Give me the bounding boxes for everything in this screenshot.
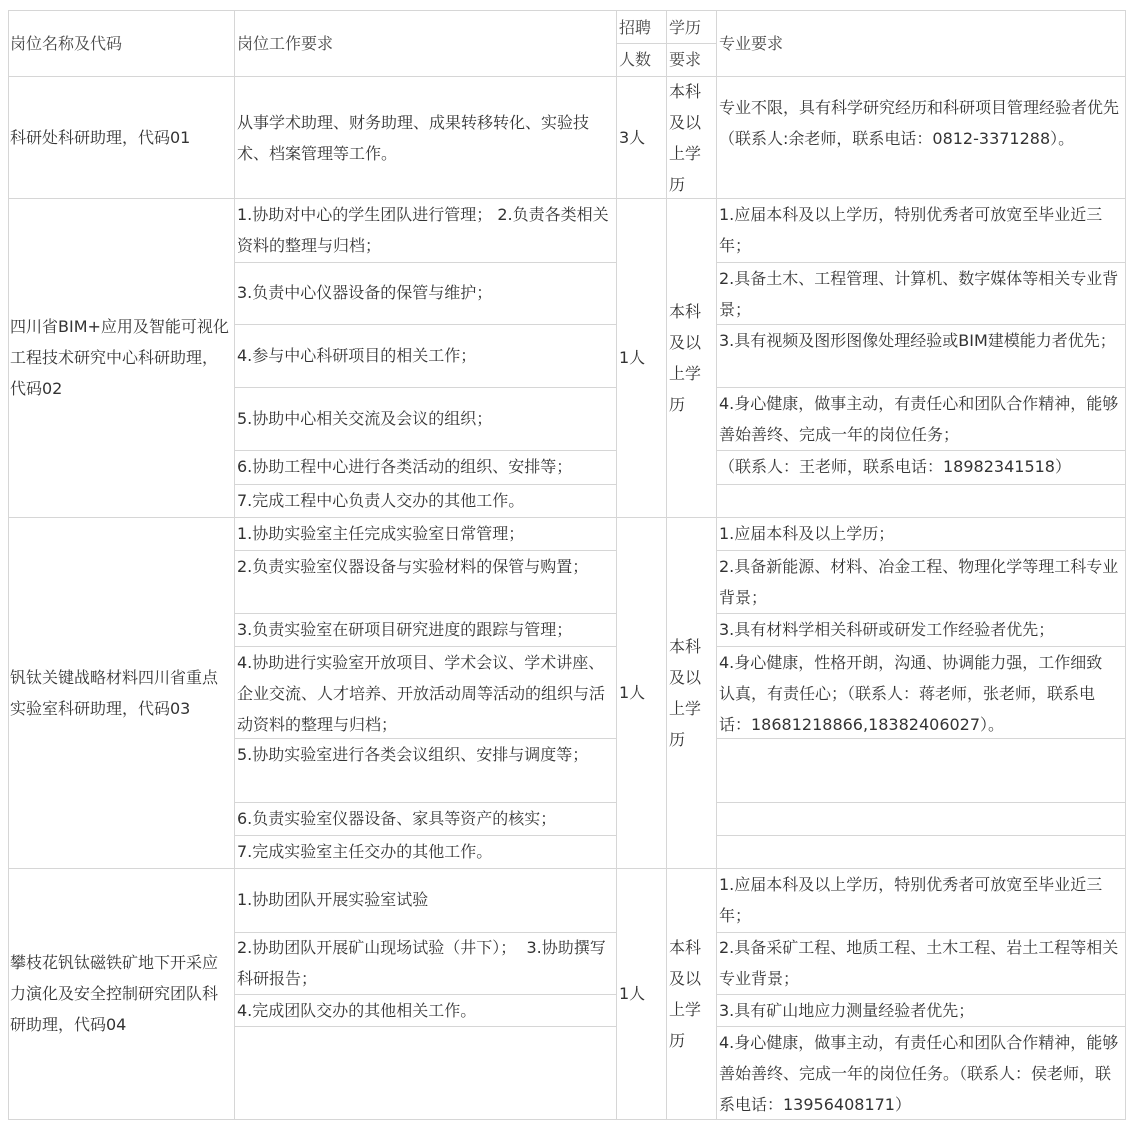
subrow-divider xyxy=(234,262,616,263)
subrow-divider xyxy=(234,1026,616,1027)
row4-education: 本科及以上学历 xyxy=(669,938,702,1050)
row2-duty-1: 1.协助对中心的学生团队进行管理； 2.负责各类相关资料的整理与归档； xyxy=(237,205,609,255)
row1-duty: 从事学术助理、财务助理、成果转移转化、实验技术、档案管理等工作。 xyxy=(237,113,590,163)
row2-requirement-5: （联系人：王老师，联系电话：18982341518） xyxy=(719,457,1071,476)
row3-requirement-3: 3.具有材料学相关科研或研发工作经验者优先； xyxy=(719,620,1055,639)
row1-position: 科研处科研助理，代码01 xyxy=(10,128,191,147)
row1-requirement: 专业不限，具有科学研究经历和科研项目管理经验者优先（联系人:余老师，联系电话：0812-3371288）。 xyxy=(719,98,1120,148)
col-divider xyxy=(716,10,717,1120)
row3-duty-3: 3.负责实验室在研项目研究进度的跟踪与管理； xyxy=(237,620,573,639)
header-education-line2: 要求 xyxy=(669,50,702,69)
row2-duty-2: 3.负责中心仪器设备的保管与维护； xyxy=(237,283,493,302)
col-divider xyxy=(234,10,235,1120)
row2-count: 1人 xyxy=(619,348,646,367)
row3-education: 本科及以上学历 xyxy=(669,637,702,749)
row4-requirement-2: 2.具备采矿工程、地质工程、土木工程、岩土工程等相关专业背景； xyxy=(719,938,1119,988)
recruitment-table xyxy=(8,10,1126,1120)
header-education-line1: 学历 xyxy=(669,18,702,37)
row3-duty-2: 2.负责实验室仪器设备与实验材料的保管与购置； xyxy=(237,557,589,576)
subrow-divider xyxy=(716,835,1126,836)
row-divider xyxy=(8,76,1126,77)
row2-duty-5: 6.协助工程中心进行各类活动的组织、安排等； xyxy=(237,457,573,476)
row4-duty-1: 1.协助团队开展实验室试验 xyxy=(237,890,429,909)
row1-count: 3人 xyxy=(619,128,646,147)
subrow-divider xyxy=(234,324,616,325)
row2-requirement-1: 1.应届本科及以上学历，特别优秀者可放宽至毕业近三年； xyxy=(719,205,1103,255)
row3-count: 1人 xyxy=(619,683,646,702)
row3-duty-7: 7.完成实验室主任交办的其他工作。 xyxy=(237,842,493,861)
header-position: 岗位名称及代码 xyxy=(10,34,123,53)
row3-duty-4: 4.协助进行实验室开放项目、学术会议、学术讲座、企业交流、人才培养、开放活动周等活动的组织与活动资料的整理与归档； xyxy=(237,653,606,734)
subrow-divider xyxy=(716,484,1126,485)
subrow-divider xyxy=(716,802,1126,803)
row3-requirement-4: 4.身心健康，性格开朗，沟通、协调能力强，工作细致认真，有责任心；（联系人：蒋老师，张老师，联系电话：18681218866,18382406027）。 xyxy=(719,653,1103,734)
header-duty: 岗位工作要求 xyxy=(237,34,334,53)
row4-position: 攀枝花钒钛磁铁矿地下开采应力演化及安全控制研究团队科研助理，代码04 xyxy=(10,953,219,1034)
table-border-top xyxy=(8,10,1126,11)
row3-requirement-1: 1.应届本科及以上学历； xyxy=(719,524,895,543)
row2-requirement-4: 4.身心健康，做事主动，有责任心和团队合作精神，能够善始善终、完成一年的岗位任务； xyxy=(719,394,1119,444)
table-border-right xyxy=(1125,10,1126,1120)
row4-count: 1人 xyxy=(619,984,646,1003)
row2-position: 四川省BIM+应用及智能可视化工程技术研究中心科研助理，代码02 xyxy=(10,317,229,398)
row1-education: 本科及以上学历 xyxy=(669,82,702,194)
header-major: 专业要求 xyxy=(719,34,784,53)
row2-duty-3: 4.参与中心科研项目的相关工作； xyxy=(237,346,477,365)
row4-duty-2: 2.协助团队开展矿山现场试验（井下）； 3.协助撰写科研报告； xyxy=(237,938,606,988)
row2-duty-4: 5.协助中心相关交流及会议的组织； xyxy=(237,409,493,428)
row2-requirement-2: 2.具备土木、工程管理、计算机、数字媒体等相关专业背景； xyxy=(719,269,1119,319)
col-divider xyxy=(666,10,667,1120)
row4-requirement-3: 3.具有矿山地应力测量经验者优先； xyxy=(719,1001,975,1020)
row2-requirement-3: 3.具有视频及图形图像处理经验或BIM建模能力者优先； xyxy=(719,331,1116,350)
row4-duty-3: 4.完成团队交办的其他相关工作。 xyxy=(237,1001,477,1020)
row4-requirement-4: 4.身心健康，做事主动，有责任心和团队合作精神，能够善始善终、完成一年的岗位任务。（联系人：侯老师，联系电话：13956408171） xyxy=(719,1033,1119,1114)
header-count-line1: 招聘 xyxy=(619,18,652,37)
row3-position: 钒钛关键战略材料四川省重点实验室科研助理，代码03 xyxy=(10,668,219,718)
row3-duty-6: 6.负责实验室仪器设备、家具等资产的核实； xyxy=(237,809,557,828)
row3-requirement-2: 2.具备新能源、材料、冶金工程、物理化学等理工科专业背景； xyxy=(719,557,1119,607)
row3-duty-1: 1.协助实验室主任完成实验室日常管理； xyxy=(237,524,525,543)
row2-duty-6: 7.完成工程中心负责人交办的其他工作。 xyxy=(237,491,525,510)
table-border-left xyxy=(8,10,9,1120)
row3-duty-5: 5.协助实验室进行各类会议组织、安排与调度等； xyxy=(237,745,589,764)
row4-requirement-1: 1.应届本科及以上学历，特别优秀者可放宽至毕业近三年； xyxy=(719,875,1103,925)
row2-education: 本科及以上学历 xyxy=(669,302,702,414)
subrow-divider xyxy=(234,387,616,388)
header-count-line2: 人数 xyxy=(619,50,652,69)
